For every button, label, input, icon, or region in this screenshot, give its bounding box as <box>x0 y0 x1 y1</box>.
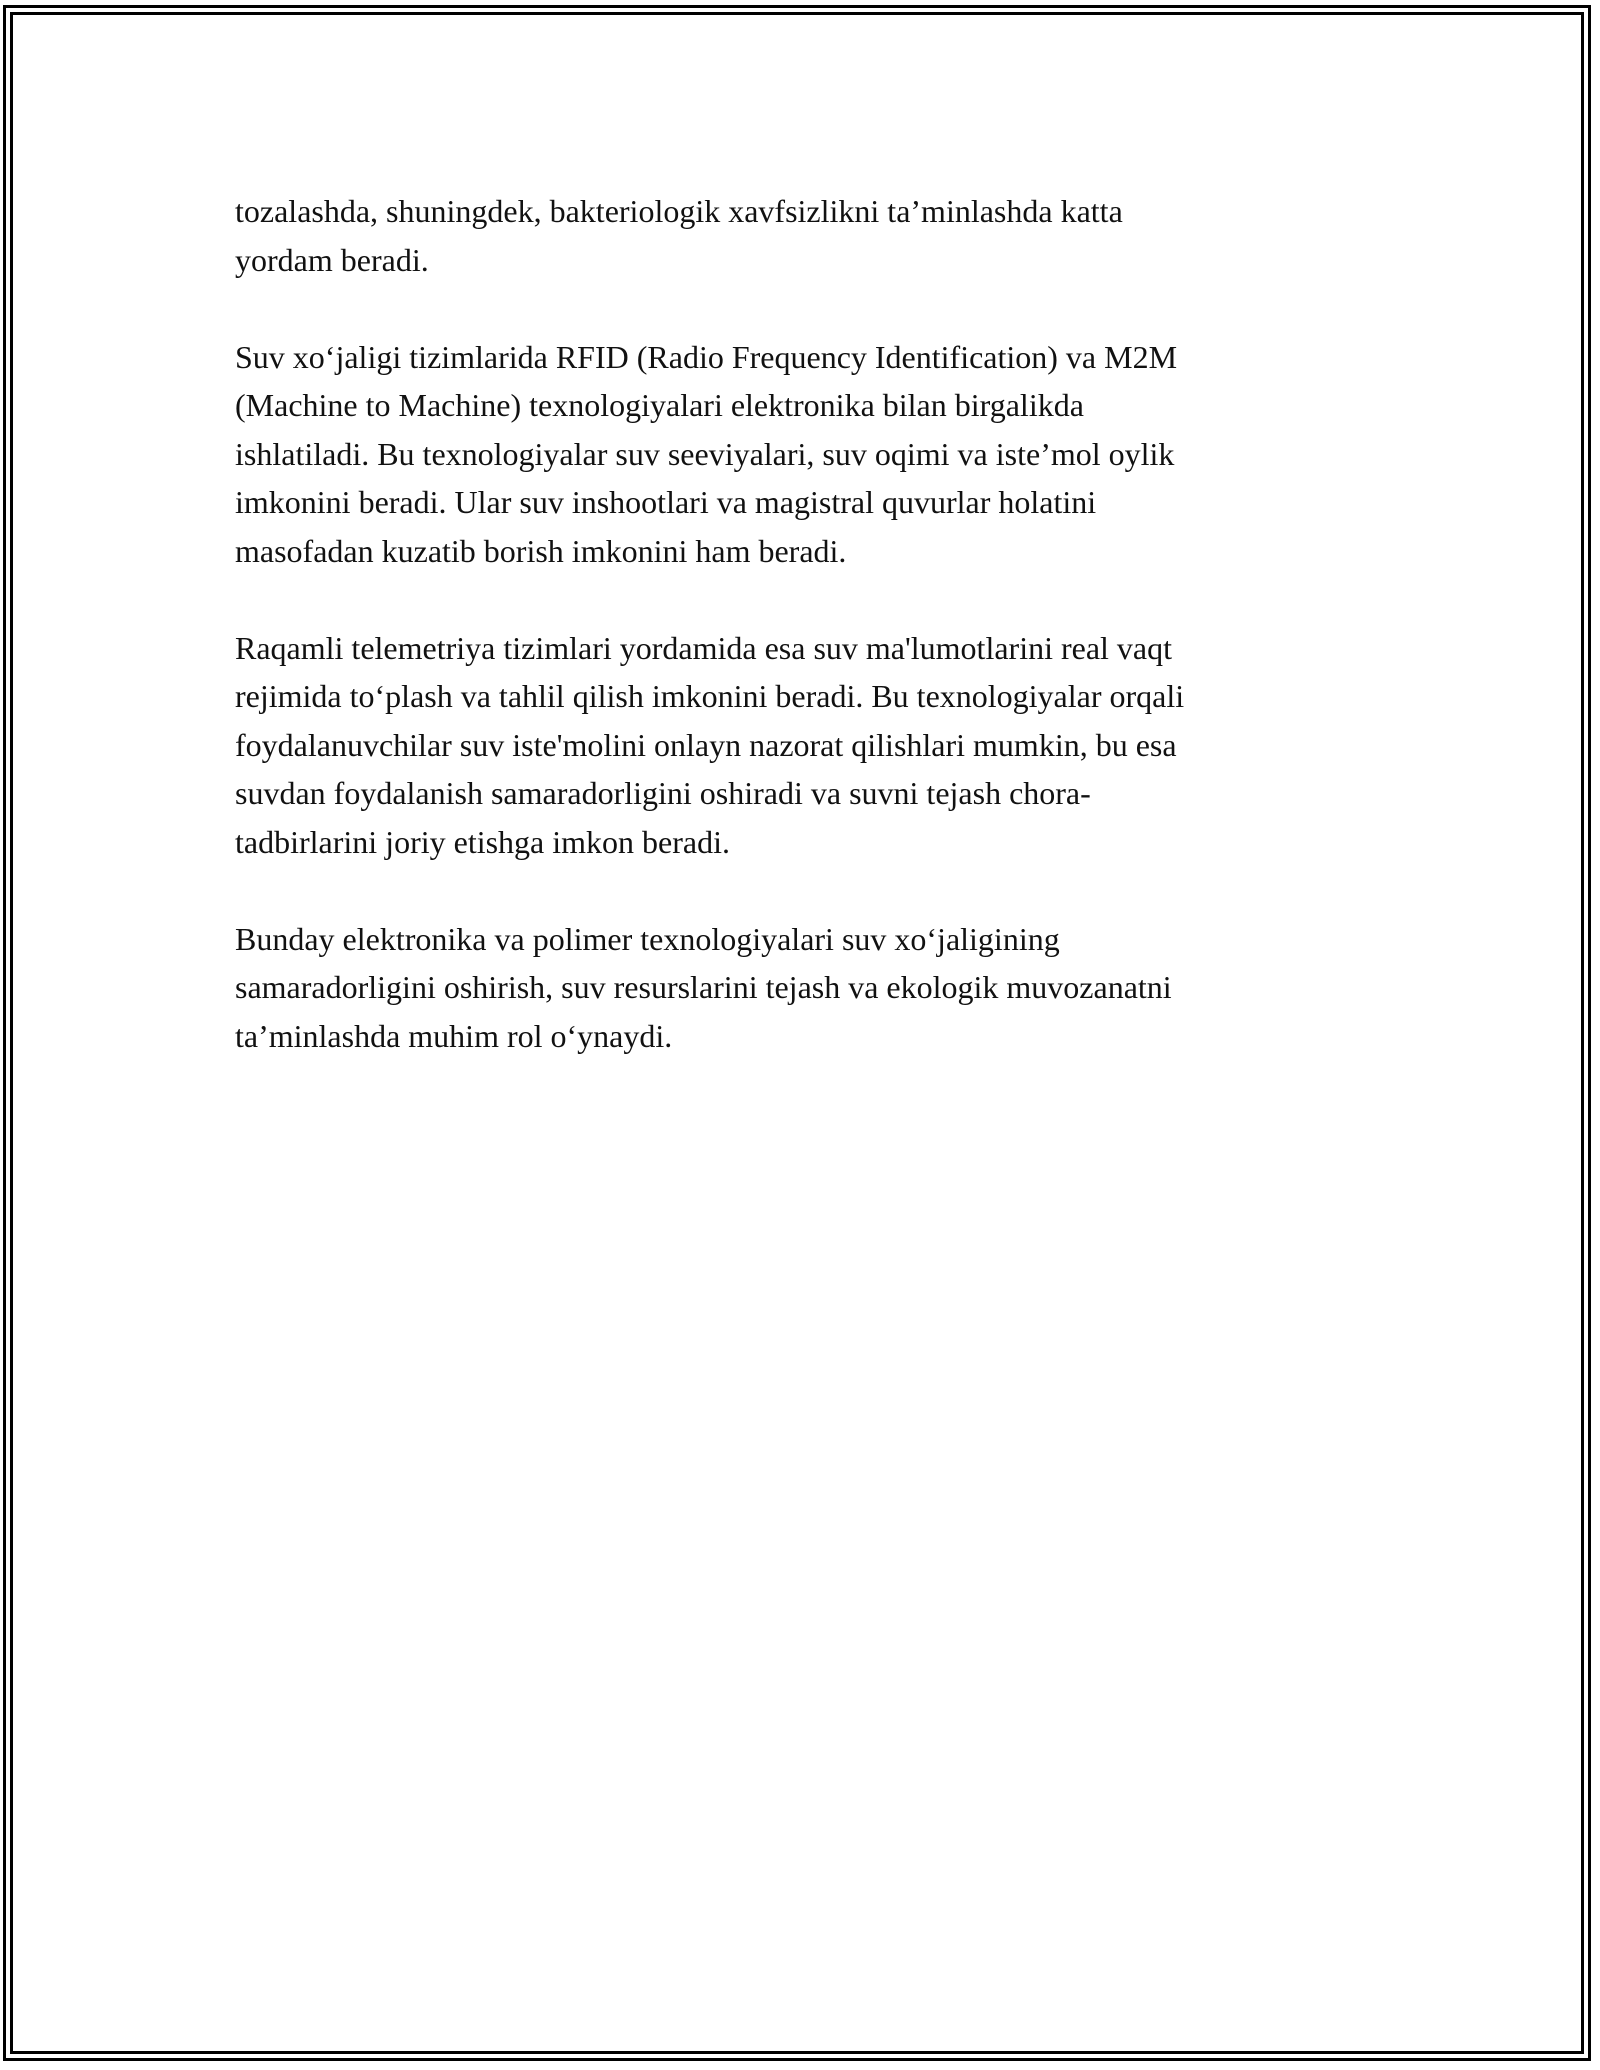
paragraph-4 <box>235 915 1355 1061</box>
text-line: samaradorligini oshirish, suv resurslarini tejash va ekologik muvozanatni <box>235 969 1172 1005</box>
paragraph-1 <box>235 187 1355 284</box>
text-line: ishlatiladi. Bu texnologiyalar suv seeviyalari, suv oqimi va iste’mol oylik <box>235 435 1175 472</box>
text-line: masofadan kuzatib borish imkonini ham beradi. <box>235 532 847 569</box>
text-line: Raqamli telemetriya tizimlari yordamida esa suv ma'lumotlarini real vaqt <box>235 629 1173 666</box>
text-line: rejimida to‘plash va tahlil qilish imkonini beradi. Bu texnologiyalar orqali <box>235 678 1185 714</box>
text-line: foydalanuvchilar suv iste'molini onlayn nazorat qilishlari mumkin, bu esa <box>235 726 1177 763</box>
text-line: Suv xo‘jaligi tizimlarida RFID (Radio Frequency Identification) va M2M <box>235 338 1178 375</box>
text-line: (Machine to Machine) texnologiyalari elektronika bilan birgalikda <box>235 387 1084 423</box>
text-line: ta’minlashda muhim rol o‘ynaydi. <box>235 1017 673 1054</box>
document-body <box>235 187 1355 1109</box>
text-line: Bunday elektronika va polimer texnologiyalari suv xo‘jaligining <box>235 920 1060 957</box>
text-line: imkonini beradi. Ular suv inshootlari va magistral quvurlar holatini <box>235 484 1097 520</box>
text-line: tozalashda, shuningdek, bakteriologik xavfsizlikni ta’minlashda katta <box>235 193 1123 229</box>
text-line: yordam beradi. <box>235 241 429 278</box>
text-line: suvdan foydalanish samaradorligini oshiradi va suvni tejash chora- <box>235 775 1091 811</box>
paragraph-2 <box>235 333 1355 576</box>
paragraph-3 <box>235 624 1355 867</box>
text-line: tadbirlarini joriy etishga imkon beradi. <box>235 823 730 860</box>
